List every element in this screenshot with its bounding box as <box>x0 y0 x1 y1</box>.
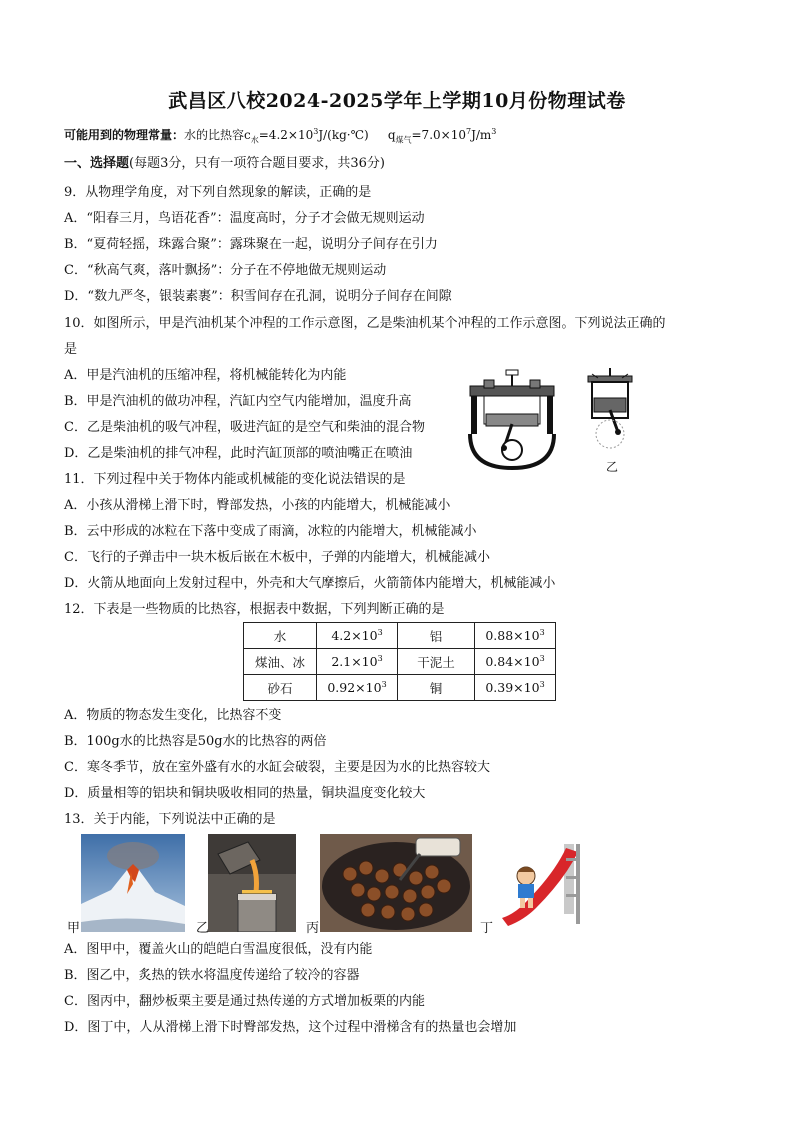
fig-label-jia: 甲 <box>67 921 81 936</box>
table-row <box>244 649 556 675</box>
constants-line <box>64 123 496 149</box>
water-subscript: 水 <box>250 135 259 145</box>
table-cell: $0.88\times 10^3$ <box>475 623 556 649</box>
q12-option-a[interactable]: A．物质的物态发生变化，比热容不变 <box>64 708 282 723</box>
q12-stem: 12．下表是一些物质的比热容，根据表中数据，下列判断正确的是 <box>64 602 445 617</box>
chestnut-roasting-image <box>320 834 472 932</box>
q10-option-d[interactable]: D．乙是柴油机的排气冲程，此时汽缸顶部的喷油嘴正在喷油 <box>64 446 413 461</box>
q13-option-c[interactable]: C．图丙中，翻炒板栗主要是通过热传递的方式增加板栗的内能 <box>64 994 425 1009</box>
gas-q-exponent: 7 <box>465 127 472 136</box>
gas-q-unit-exponent: 3 <box>491 127 497 136</box>
table-cell: $0.92\times 10^3$ <box>317 675 398 701</box>
q10-option-c[interactable]: C．乙是柴油机的吸气冲程，吸进汽缸的是空气和柴油的混合物 <box>64 420 425 435</box>
gas-q-value: =7.0×10 <box>411 128 466 142</box>
page-title: 武昌区八校2024-2025学年上学期10月份物理试卷 <box>168 90 626 112</box>
specific-heat-table <box>243 622 556 701</box>
table-cell: $0.39\times 10^3$ <box>475 675 556 701</box>
q11-option-a[interactable]: A．小孩从滑梯上滑下时，臀部发热，小孩的内能增大，机械能减小 <box>64 498 451 513</box>
section-note: (每题3分，只有一项符合题目要求，共36分) <box>129 156 385 171</box>
volcano-image <box>81 834 185 932</box>
constants-text: 水的比热容c <box>184 128 251 142</box>
table-cell: 干泥土 <box>398 649 475 675</box>
q10-stem: 10．如图所示，甲是汽油机某个冲程的工作示意图，乙是柴油机某个冲程的工作示意图。下列说法正确的 <box>64 316 666 331</box>
q11-option-c[interactable]: C．飞行的子弹击中一块木板后嵌在木板中，子弹的内能增大，机械能减小 <box>64 550 490 565</box>
molten-iron-image <box>208 834 296 932</box>
q-label: q <box>387 128 396 142</box>
diesel-figure-label: 乙 <box>606 460 619 474</box>
q12-option-d[interactable]: D．质量相等的铝块和铜块吸收相同的热量，铜块温度变化较大 <box>64 786 426 801</box>
table-row <box>244 623 556 649</box>
slide-image <box>494 834 600 932</box>
fig-label-bing: 丙 <box>306 921 320 936</box>
table-cell: 铜 <box>398 675 475 701</box>
table-cell: 煤油、冰 <box>244 649 317 675</box>
section-heading <box>64 155 385 173</box>
gas-subscript: 煤气 <box>395 135 412 145</box>
table-cell: $4.2\times 10^3$ <box>317 623 398 649</box>
water-c-unit: J/(kg·℃) <box>318 128 369 142</box>
q9-stem: 9．从物理学角度，对下列自然现象的解读，正确的是 <box>64 185 372 200</box>
q10-option-a[interactable]: A．甲是汽油机的压缩冲程，将机械能转化为内能 <box>64 368 347 383</box>
table-row <box>244 675 556 701</box>
q12-option-c[interactable]: C．寒冬季节，放在室外盛有水的水缸会破裂，主要是因为水的比热容较大 <box>64 760 490 775</box>
table-cell: 水 <box>244 623 317 649</box>
q9-option-a[interactable]: A．“阳春三月，鸟语花香”：温度高时，分子才会做无规则运动 <box>64 211 425 226</box>
q9-option-d[interactable]: D．“数九严冬，银装素裹”：积雪间存在孔洞，说明分子间存在间隙 <box>64 289 452 304</box>
constants-label: 可能用到的物理常量： <box>64 128 185 142</box>
q13-stem: 13．关于内能，下列说法中正确的是 <box>64 812 276 827</box>
table-cell: 砂石 <box>244 675 317 701</box>
q12-option-b[interactable]: B．100g水的比热容是50g水的比热容的两倍 <box>64 734 327 749</box>
fig-label-yi: 乙 <box>196 921 210 936</box>
diesel-engine-figure <box>580 368 640 453</box>
table-cell: $0.84\times 10^3$ <box>475 649 556 675</box>
q9-option-b[interactable]: B．“夏荷轻摇，珠露合聚”：露珠聚在一起，说明分子间存在引力 <box>64 237 438 252</box>
table-cell: 铝 <box>398 623 475 649</box>
q11-option-d[interactable]: D．火箭从地面向上发射过程中，外壳和大气摩擦后，火箭箭体内能增大，机械能减小 <box>64 576 556 591</box>
fig-label-ding: 丁 <box>480 921 494 936</box>
water-c-exponent: 3 <box>313 127 319 136</box>
gasoline-engine-figure <box>462 368 562 473</box>
water-c-value: =4.2×10 <box>258 128 314 142</box>
q13-option-a[interactable]: A．图甲中，覆盖火山的皑皑白雪温度很低，没有内能 <box>64 942 373 957</box>
q11-stem: 11．下列过程中关于物体内能或机械能的变化说法错误的是 <box>64 472 406 487</box>
gas-q-unit: J/m <box>471 128 492 142</box>
q11-option-b[interactable]: B．云中形成的冰粒在下落中变成了雨滴，冰粒的内能增大，机械能减小 <box>64 524 477 539</box>
q10-option-b[interactable]: B．甲是汽油机的做功冲程，汽缸内空气内能增加，温度升高 <box>64 394 412 409</box>
table-cell: $2.1\times 10^3$ <box>317 649 398 675</box>
q13-option-d[interactable]: D．图丁中，人从滑梯上滑下时臀部发热，这个过程中滑梯含有的热量也会增加 <box>64 1020 517 1035</box>
q13-option-b[interactable]: B．图乙中，炙热的铁水将温度传递给了较冷的容器 <box>64 968 360 983</box>
q9-option-c[interactable]: C．“秋高气爽，落叶飘扬”：分子在不停地做无规则运动 <box>64 263 387 278</box>
q10-stem-cont: 是 <box>64 342 78 357</box>
section-label: 一、选择题 <box>64 156 130 171</box>
